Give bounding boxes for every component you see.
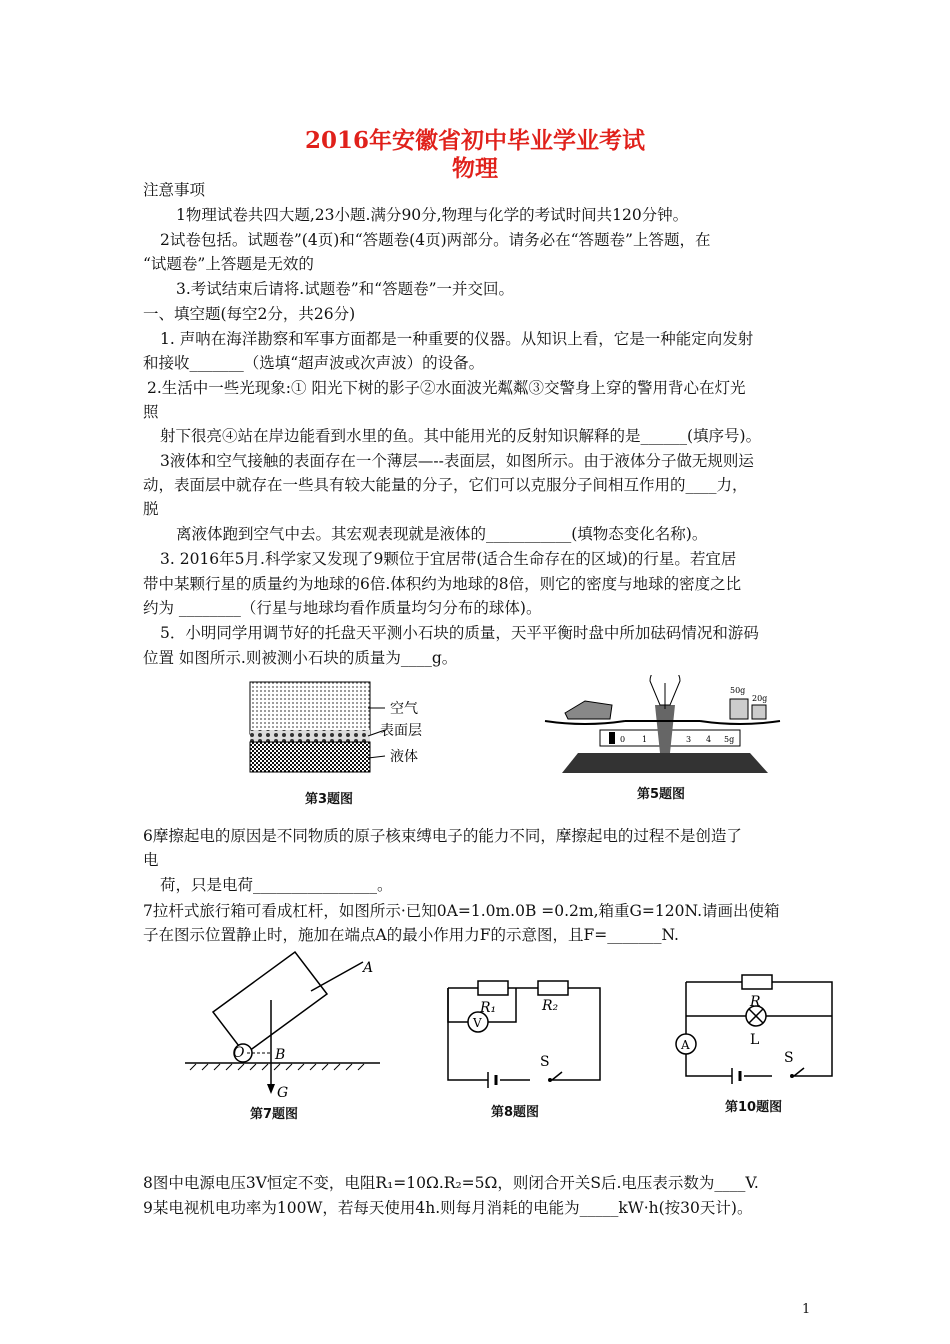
resistor-r1 [478,981,508,995]
weight-50g [730,699,748,719]
liquid-pointer [368,756,385,758]
figure-8-circuit [440,970,610,1100]
label-surface-layer: 表面层 [380,723,422,739]
question-5-line-1: 5．小明同学用调节好的托盘天平测小石块的质量，天平平衡时盘中所加砝码情况和游码 [160,624,759,642]
switch-contact [790,1074,794,1078]
label-B: B [275,1047,286,1063]
rider [609,732,615,744]
notice-2: 2试卷包括。试题卷”(4页)和“答题卷(4页)两部分。请务必在“答题卷”上答题，在 [160,231,711,249]
surface-layer-region [250,730,370,742]
label-R: R [750,994,761,1010]
question-3a-line-1: 3液体和空气接触的表面存在一个薄层—--表面层，如图所示。由于液体分子做无规则运 [160,452,754,470]
section-heading: 一、填空题(每空2分，共26分) [143,305,356,323]
question-7-line-1: 7拉杆式旅行箱可看成杠杆，如图所示·已知0A=1.0m.0B =0.2m,箱重G=120N.请画出使箱 [143,902,780,920]
left-pan [545,721,625,724]
notice-3: 3.考试结束后请将.试题卷”和“答题卷”一并交回。 [176,280,514,298]
figure-5-caption: 第5题图 [637,787,686,802]
air-region [250,682,370,734]
notice-1: 1物理试卷共四大题,23小题.满分90分,物理与化学的考试时间共120分钟。 [176,206,689,224]
label-R1: R₁ [480,1000,497,1016]
figure-10-circuit [674,968,844,1088]
question-9: 9某电视机电功率为100W，若每天使用4h.则每月消耗的电能为_____kW·h(按30天计)。 [143,1199,753,1217]
resistor-r2 [538,981,568,995]
label-L: L [750,1032,760,1048]
question-3a-line-3: 脱 [143,500,159,518]
pull-handle [311,962,363,991]
balance-base [562,753,768,773]
weight-20g [752,705,766,719]
right-pan [700,721,780,724]
label-S: S [540,1054,550,1070]
figure-3-surface-layer [240,678,440,778]
question-3b-line-1: 3. 2016年5月.科学家又发现了9颗位于宜居带(适合生命存在的区域)的行星。若宜居 [160,550,737,568]
liquid-region [250,742,370,772]
ammeter-label: A [681,1038,690,1052]
figure-5-balance [540,675,785,785]
scale-0: 0 [620,735,626,744]
label-R2: R₂ [542,998,559,1014]
scale-4: 4 [706,735,712,744]
figure-8-caption: 第8题图 [491,1105,540,1120]
suitcase-body [213,952,327,1054]
figure-7-suitcase-lever [185,950,385,1100]
question-3a-line-2: 动，表面层中就存在一些具有较大能量的分子，它们可以克服分子间相互作用的____力， [143,476,748,494]
question-3a-line-4: 离液体跑到空气中去。其宏观表现就是液体的___________(填物态变化名称)。 [176,525,708,543]
resistor-r [742,975,772,989]
ground-hatching [190,1064,364,1070]
label-S: S [784,1050,794,1066]
question-7-line-2: 子在图示位置静止时，施加在端点A的最小作用力F的示意图，且F=_______N. [143,926,679,944]
label-G: G [277,1085,289,1100]
notice-2-cont: “试题卷”上答题是无效的 [143,255,314,273]
page-number: 1 [802,1302,811,1317]
gravity-arrow [267,1084,275,1094]
question-5-line-2: 位置 如图所示.则被测小石块的质量为____g。 [143,649,458,667]
stone [565,701,612,719]
weight-50g-label: 50g [730,686,746,695]
question-6-line-2: 电 [143,851,159,869]
scale-5: 5g [724,735,735,744]
weight-20g-label: 20g [752,694,768,703]
question-3b-line-3: 约为 ________（行星与地球均看作质量均匀分布的球体)。 [143,599,542,617]
exam-title: 2016年安徽省初中毕业学业考试 [304,127,645,154]
scale-3: 3 [686,735,692,744]
voltmeter-label: V [473,1016,482,1030]
notice-heading: 注意事项 [143,181,206,199]
label-A: A [363,960,374,976]
circuit-8-wires [448,988,600,1080]
label-O: O [233,1045,245,1061]
switch-contact [548,1078,552,1082]
question-1-line-1: 1. 声呐在海洋勘察和军事方面都是一种重要的仪器。从知识上看，它是一种能定向发射 [160,330,754,348]
question-6-line-3: 荷，只是电荷________________。 [160,876,393,894]
scale-1: 1 [642,735,648,744]
question-2-line-3: 射下很亮④站在岸边能看到水里的鱼。其中能用光的反射知识解释的是______(填序号)。 [160,427,762,445]
figure-10-caption: 第10题图 [725,1100,783,1115]
exam-subject: 物理 [452,155,498,182]
figure-3-caption: 第3题图 [305,792,354,807]
label-liquid: 液体 [390,749,418,765]
label-air: 空气 [390,701,418,717]
question-2-line-2: 照 [143,403,159,421]
question-1-line-2: 和接收_______（选填“超声波或次声波）的设备。 [143,354,485,372]
question-2-line-1: 2.生活中一些光现象:① 阳光下树的影子②水面波光粼粼③交警身上穿的警用背心在灯光 [147,379,746,397]
figure-7-caption: 第7题图 [250,1107,299,1122]
question-6-line-1: 6摩擦起电的原因是不同物质的原子核束缚电子的能力不同，摩擦起电的过程不是创造了 [143,827,742,845]
question-3b-line-2: 带中某颗行星的质量约为地球的6倍.体积约为地球的8倍，则它的密度与地球的密度之比 [143,575,742,593]
question-8: 8图中电源电压3V恒定不变，电阻R₁=10Ω.R₂=5Ω，则闭合开关S后.电压表示数为____V. [143,1174,759,1192]
